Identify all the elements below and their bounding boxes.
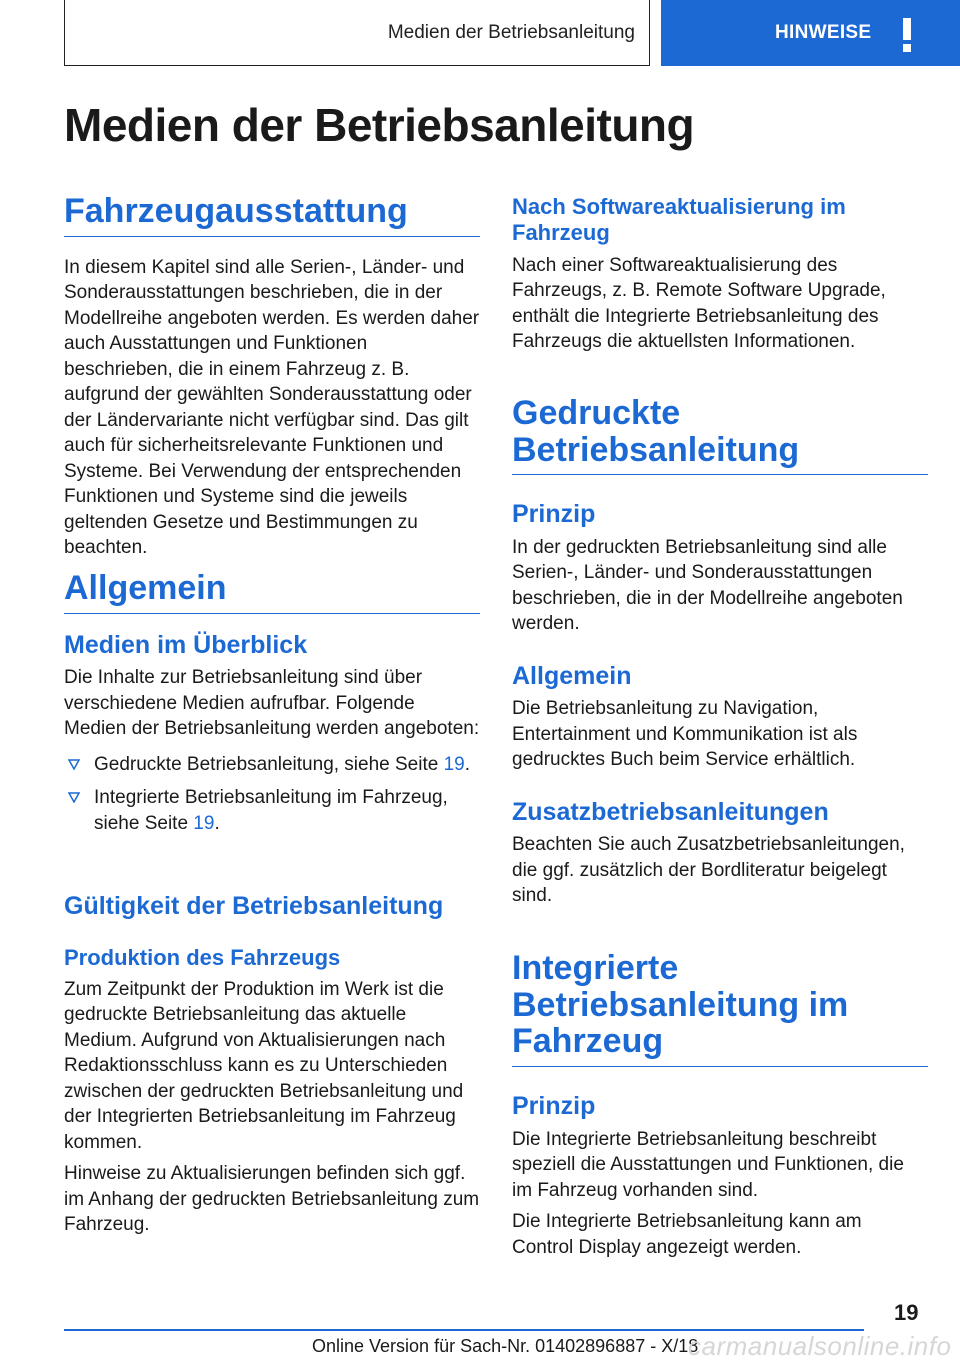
- paragraph-prinzip-2b: Die Integrierte Betriebsanleitung kann am Control Display angezeigt werden.: [512, 1211, 862, 1258]
- header-tab-label: HINWEISE: [775, 22, 872, 43]
- paragraph-softwareaktualisierung: Nach einer Softwareaktualisierung des Fahrzeugs, z. B. Remote Software Upgrade, enthält die Integrierte Betriebsanleitung des Fahrzeugs die aktuellsten Informationen.: [512, 254, 886, 353]
- list-item: Gedruckte Betriebsanleitung, siehe Seite 19.: [64, 752, 480, 778]
- right-column-integriert: [512, 950, 928, 1266]
- heading-fahrzeugausstattung: Fahrzeugausstattung: [64, 193, 480, 237]
- header-section-title: Medien der Betriebsanleitung: [387, 21, 635, 43]
- watermark: carmanualsonline.info: [688, 1331, 952, 1361]
- heading-allgemein-2: Allgemein: [512, 661, 632, 690]
- heading-allgemein: Allgemein: [64, 570, 480, 614]
- heading-gedruckte-betriebsanleitung: Gedruckte Betriebsanleitung: [512, 395, 928, 475]
- paragraph-allgemein-2: Die Betriebsanleitung zu Navigation, Entertainment und Kommunikation ist als gedrucktes Buch beim Service erhältlich.: [512, 698, 858, 771]
- list-item: Integrierte Betriebsanleitung im Fahrzeug, siehe Seite 19.: [64, 785, 480, 836]
- triangle-bullet-icon: [68, 759, 80, 770]
- heading-gueltigkeit: Gültigkeit der Betriebsanleitung: [64, 892, 444, 920]
- paragraph-prinzip-2a: Die Integrierte Betriebsanleitung beschreibt speziell die Ausstattungen und Funktionen, die im Fahrzeug vorhanden sind.: [512, 1128, 904, 1201]
- paragraph-prinzip-1: In der gedruckten Betriebsanleitung sind alle Serien-, Länder- und Sonderausstattungen beschrieben, die in der Modellreihe angeboten werden.: [512, 536, 903, 635]
- paragraph-fahrzeugausstattung: In diesem Kapitel sind alle Serien-, Länder- und Sonderausstattungen beschrieben, die in der Modellreihe angeboten werden. Es werden daher auch Ausstattungen und Funktionen beschrieben, die in einem Fahrzeug z. B. aufgrund der gewählten Sonderausstattung oder der Ländervariante nicht verfügbar sind. Das gilt auch für sicherheitsrelevante Funktionen und Systeme. Bei Verwendung der entsprechenden Funktionen und Systeme sind die jeweils geltenden Gesetze und Bestimmungen zu beachten.: [64, 256, 480, 559]
- heading-prinzip-1: Prinzip: [512, 500, 596, 529]
- exclamation-icon: [898, 18, 916, 52]
- page-title: Medien der Betriebsanleitung: [64, 99, 695, 151]
- right-column-gedruckt: [512, 395, 928, 915]
- left-column: [64, 193, 480, 567]
- page-number: 19: [894, 1300, 919, 1325]
- heading-prinzip-2: Prinzip: [512, 1092, 596, 1121]
- heading-softwareaktualisierung: Nach Softwareaktualisierung im Fahrzeug: [512, 194, 846, 246]
- header-section-title-box: [64, 0, 650, 66]
- left-column-gueltigkeit: [64, 893, 480, 1244]
- right-column-software: [512, 194, 928, 361]
- page-link[interactable]: 19: [443, 753, 465, 775]
- paragraph-hinweise: Hinweise zu Aktualisierungen befinden sich ggf. im Anhang der gedruckten Betriebsanleitung zum Fahrzeug.: [64, 1163, 480, 1236]
- header-tab[interactable]: [661, 0, 960, 66]
- heading-medien-im-ueberblick: Medien im Überblick: [64, 630, 308, 659]
- paragraph-medien: Die Inhalte zur Betriebsanleitung sind über verschiedene Medien aufrufbar. Folgende Medien der Betriebsanleitung werden angeboten:: [64, 667, 480, 740]
- triangle-bullet-icon: [68, 792, 80, 803]
- paragraph-produktion: Zum Zeitpunkt der Produktion im Werk ist die gedruckte Betriebsanleitung das aktuelle Medium. Aufgrund von Aktualisierungen nach Redaktionsschluss kann es zu Unterschieden zwischen der gedruckten Betriebsanleitung und der Integrierten Betriebsanleitung im Fahrzeug kommen.: [64, 978, 464, 1153]
- footer-online-version: Online Version für Sach-Nr. 01402896887 - X/18: [312, 1336, 699, 1356]
- heading-integrierte-betriebsanleitung: Integrierte Betriebsanleitung im Fahrzeug: [512, 950, 928, 1067]
- left-column-allgemein: [64, 570, 480, 844]
- paragraph-zusatz: Beachten Sie auch Zusatzbetriebsanleitungen, die ggf. zusätzlich der Bordliteratur beigelegt sind.: [512, 834, 905, 907]
- heading-produktion: Produktion des Fahrzeugs: [64, 944, 341, 970]
- page-link[interactable]: 19: [193, 812, 215, 834]
- heading-zusatzbetriebsanleitungen: Zusatzbetriebsanleitungen: [512, 797, 829, 826]
